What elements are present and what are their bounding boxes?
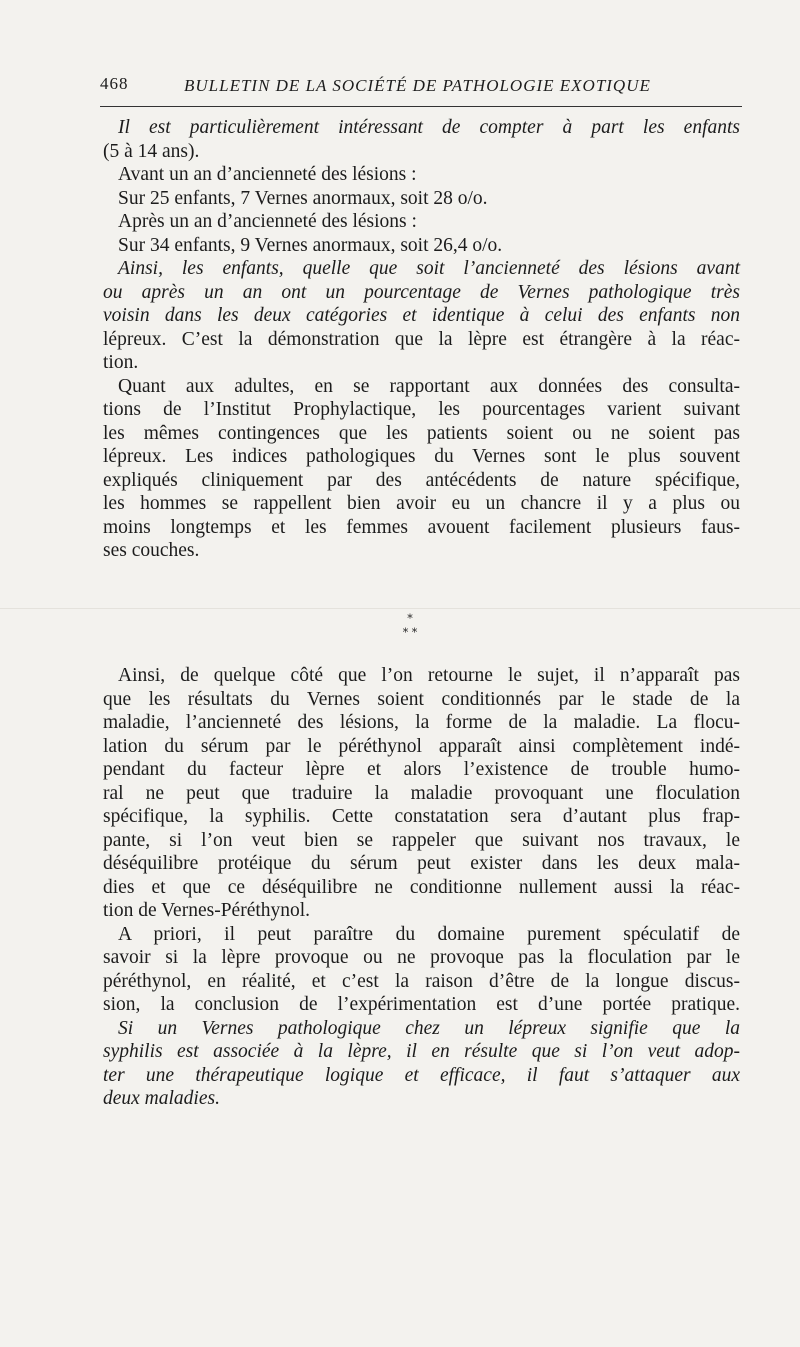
text-line: ter une thérapeutique logique et efficace, il faut s’attaquer aux	[103, 1064, 740, 1086]
text-line: savoir si la lèpre provoque ou ne provoque pas la floculation par le	[103, 947, 740, 968]
text-line: sion, la conclusion de l’expérimentation est d’une portée pratique.	[103, 994, 740, 1015]
text-line: Il est particulièrement intéressant de compter à part les enfants	[118, 117, 740, 138]
text-line: moins longtemps et les femmes avouent facilement plusieurs faus-	[103, 516, 740, 538]
text-line: pante, si l’on veut bien se rappeler que suivant nos travaux, le	[103, 829, 740, 851]
text-line: lépreux. Les indices pathologiques du Vernes sont le plus souvent	[103, 446, 740, 467]
asterism-bottom: * *	[402, 626, 418, 639]
text-line: Sur 25 enfants, 7 Vernes anormaux, soit 28 o/o.	[118, 187, 488, 209]
text-line: ou après un an ont un pourcentage de Vernes pathologique très	[103, 281, 740, 303]
journal-title: BULLETIN DE LA SOCIÉTÉ DE PATHOLOGIE EXOTIQUE	[184, 76, 651, 95]
text-line: ral ne peut que traduire la maladie provoquant une floculation	[103, 782, 740, 804]
text-line: tions de l’Institut Prophylactique, les pourcentages varient suivant	[103, 399, 740, 420]
text-section-2	[103, 664, 740, 1111]
header-rule	[100, 106, 742, 107]
text-line: Si un Vernes pathologique chez un lépreux signifie que la	[118, 1017, 740, 1039]
text-line: deux maladies.	[103, 1088, 220, 1109]
text-line: pendant du facteur lèpre et alors l’existence de trouble humo-	[103, 759, 740, 780]
page-number: 468	[100, 74, 129, 93]
text-line: lation du sérum par le péréthynol apparaît ainsi complètement indé-	[103, 735, 740, 757]
text-line: Avant un an d’ancienneté des lésions :	[118, 164, 417, 185]
text-line: péréthynol, en réalité, et c’est la raison d’être de la longue discus-	[103, 970, 740, 992]
text-line: que les résultats du Vernes soient conditionnés par le stade de la	[103, 688, 740, 710]
text-line: (5 à 14 ans).	[103, 140, 200, 162]
text-line: tion.	[103, 352, 139, 373]
text-line: Quant aux adultes, en se rapportant aux données des consulta-	[118, 375, 740, 397]
text-line: spécifique, la syphilis. Cette constatation sera d’autant plus frap-	[103, 806, 740, 827]
text-line: Après un an d’ancienneté des lésions :	[118, 211, 417, 232]
text-line: les mêmes contingences que les patients soient ou ne soient pas	[103, 422, 740, 444]
text-line: syphilis est associée à la lèpre, il en résulte que si l’on veut adop-	[103, 1041, 740, 1062]
text-line: lépreux. C’est la démonstration que la lèpre est étrangère à la réac-	[103, 328, 740, 350]
text-line: dies et que ce déséquilibre ne conditionne nullement aussi la réac-	[103, 876, 740, 898]
asterism-top: *	[407, 612, 413, 625]
text-line: Ainsi, les enfants, quelle que soit l’ancienneté des lésions avant	[118, 258, 740, 279]
page-fold-line	[0, 608, 800, 609]
text-line: les hommes se rappellent bien avoir eu un chancre il y a plus ou	[103, 493, 740, 514]
text-line: maladie, l’ancienneté des lésions, la forme de la maladie. La flocu-	[103, 712, 740, 733]
text-line: A priori, il peut paraître du domaine purement spéculatif de	[118, 923, 740, 945]
text-line: déséquilibre protéique du sérum peut exister dans les deux mala-	[103, 853, 740, 874]
text-line: ses couches.	[103, 540, 200, 561]
text-section-1	[103, 116, 740, 563]
text-line: voisin dans les deux catégories et identique à celui des enfants non	[103, 305, 740, 326]
text-line: Ainsi, de quelque côté que l’on retourne le sujet, il n’apparaît pas	[118, 665, 740, 686]
text-line: expliqués cliniquement par des antécédents de nature spécifique,	[103, 469, 740, 491]
text-line: tion de Vernes-Péréthynol.	[103, 900, 311, 921]
text-line: Sur 34 enfants, 9 Vernes anormaux, soit 26,4 o/o.	[118, 234, 503, 256]
asterism-separator	[398, 612, 422, 640]
